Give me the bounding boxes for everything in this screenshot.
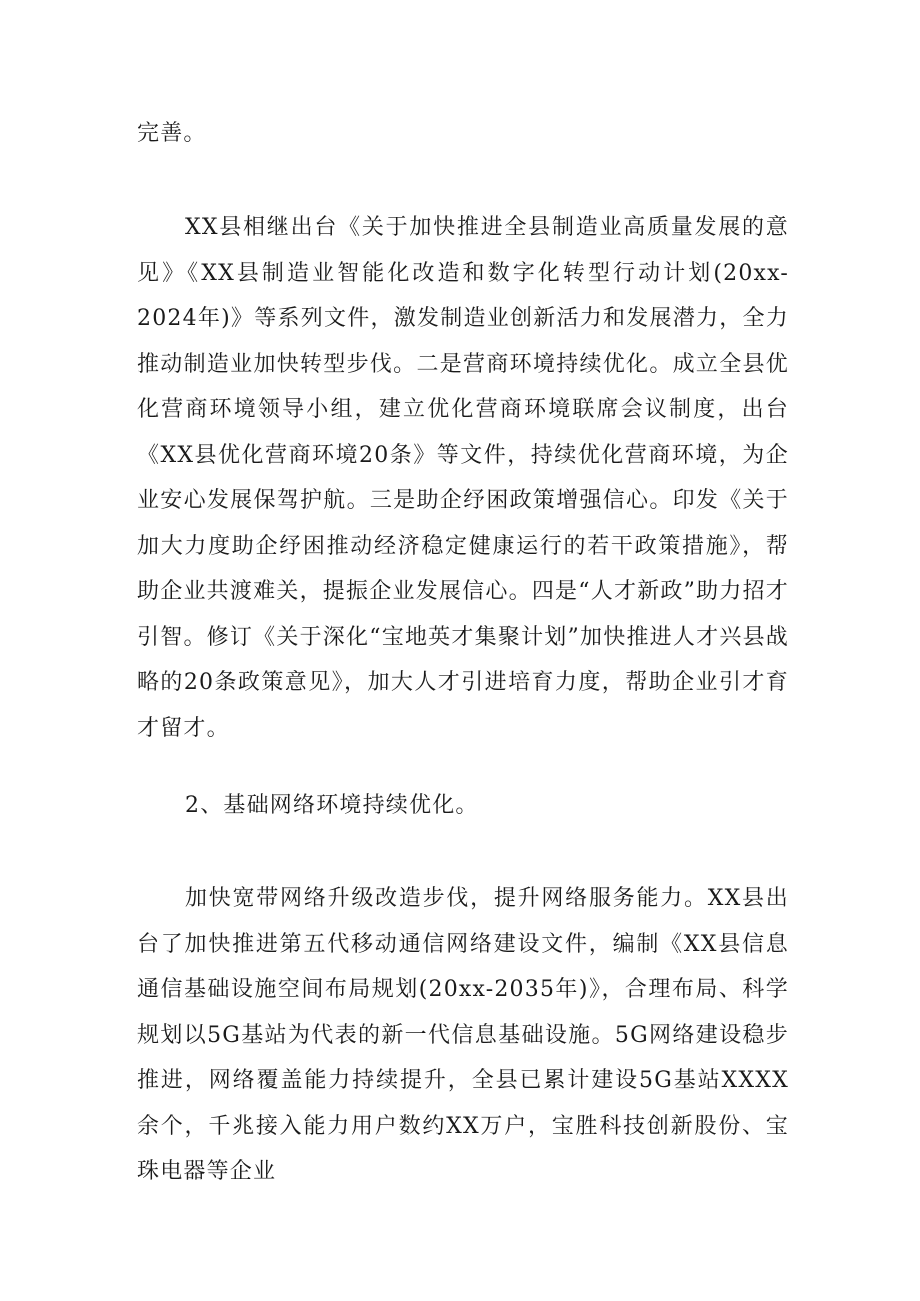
paragraph-policy-environment: XX县相继出台《关于加快推进全县制造业高质量发展的意见》《XX县制造业智能化改造和数字化转型行动计划(20xx-2024年)》等系列文件，激发制造业创新活力和发展潜力，全力推动制造业加快转型步伐。二是营商环境持续优化。成立全县优化营商环境领导小组，建立优化营商环境联席会议制度，出台《XX县优化营商环境20条》等文件，持续优化营商环境，为企业安心发展保驾护航。三是助企纾困政策增强信心。印发《关于加大力度助企纾困推动经济稳定健康运行的若干政策措施》，帮助企业共渡难关，提振企业发展信心。四是“人才新政”助力招才引智。修订《关于深化“宝地英才集聚计划”加快推进人才兴县战略的20条政策意见》，加大人才引进培育力度，帮助企业引才育才留才。 [137, 215, 789, 741]
paragraph-continuation: 完善。 [137, 121, 207, 146]
section-heading-network: 2、基础网络环境持续优化。 [185, 793, 479, 818]
paragraph-network-infrastructure: 加快宽带网络升级改造步伐，提升网络服务能力。XX县出台了加快推进第五代移动通信网络建设文件，编制《XX县信息通信基础设施空间布局规划(20xx-2035年)》，合理布局、科学规划以5G基站为代表的新一代信息基础设施。5G网络建设稳步推进，网络覆盖能力持续提升，全县已累计建设5G基站XXXX余个，千兆接入能力用户数约XX万户，宝胜科技创新股份、宝珠电器等企业 [137, 886, 789, 1184]
